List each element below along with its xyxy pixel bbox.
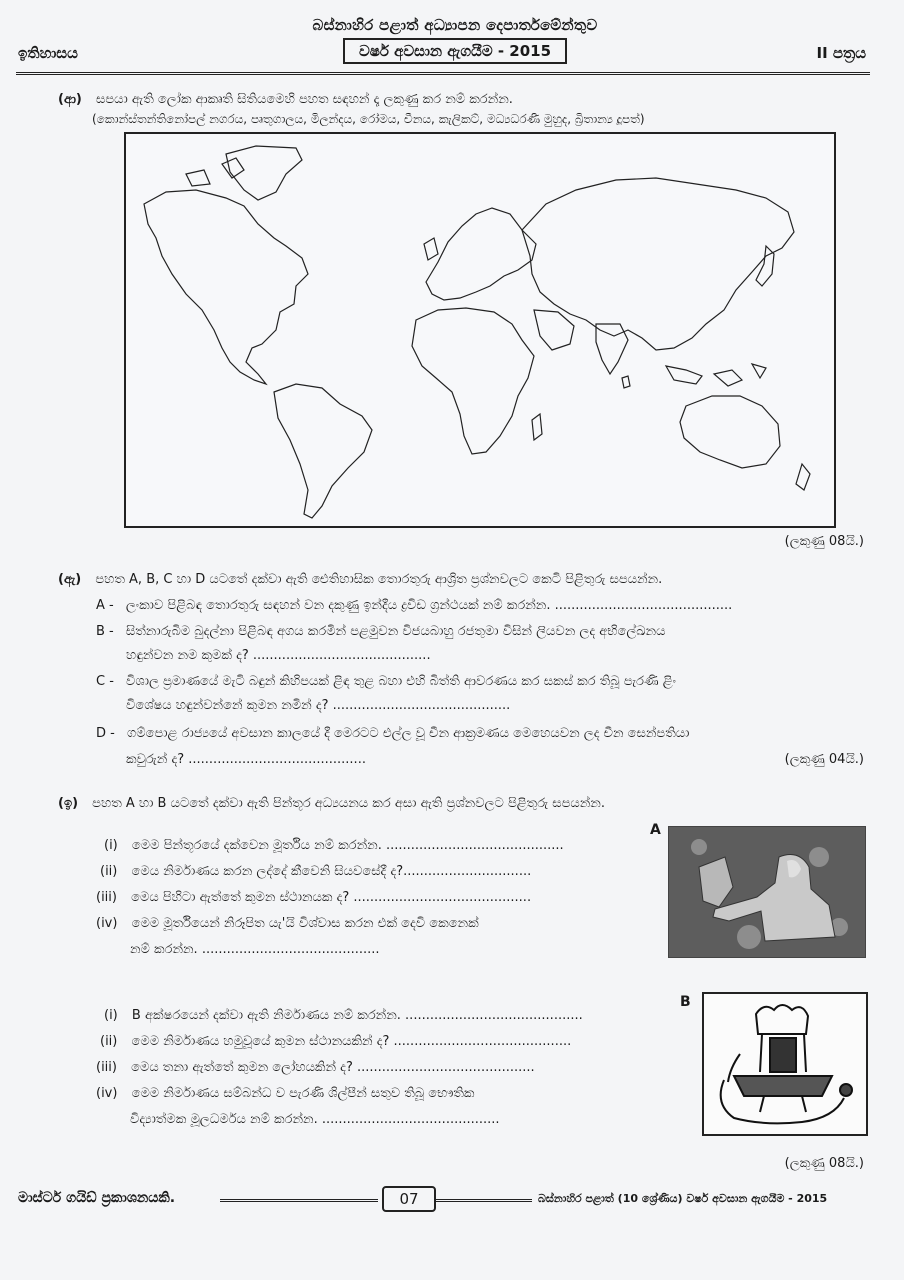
question-ae-a-label: A -: [96, 598, 114, 613]
question-i-b4-num: (iv): [96, 1086, 118, 1101]
question-ae-d-text1: ගම්පොළ රාජ්‍යයේ අවසාන කාලයේ දී මෙරටට එල්ල වූ චීන ආක්‍රමණය මෙහෙයවන ලද චීන සෙන්පතියා: [126, 726, 690, 741]
page-number: 07: [382, 1186, 436, 1212]
footer-exam-label: බස්නාහිර පළාත් (10 ශ්‍රේණිය) වර්ෂ අවසාන ඇගයීම - 2015: [538, 1192, 828, 1205]
sculpture-image-a: [668, 826, 866, 958]
question-i-a3: [96, 890, 531, 905]
lamp-image-b: [702, 992, 868, 1136]
rock-sculpture-illustration: [669, 827, 865, 957]
question-i-b3-text: මෙය තනා ඇත්තේ කුමන ලෝහයකින් ද? ...........................................: [131, 1060, 535, 1075]
question-ae-d: [96, 726, 689, 741]
question-ae-b-text2: හඳුන්වන නම කුමක් ද? ...........................................: [126, 648, 431, 663]
question-ae-instruction: පහත A, B, C හා D යටතේ දක්වා ඇති ඓතිහාසික තොරතුරු ආශ්‍රිත ප්‍රශ්නවලට කෙටි පිළිතුරු සපයන්න.: [95, 572, 663, 587]
image-a-label: A: [650, 822, 661, 838]
paper-label: II පත්‍රය: [816, 44, 866, 62]
question-aa-marks: (ලකුණු 08යි.): [784, 534, 864, 549]
world-map-outline: [126, 134, 834, 526]
question-ae-d-label: D -: [96, 726, 115, 741]
question-i-b1-num: (i): [104, 1008, 118, 1023]
question-aa: [58, 92, 513, 107]
question-aa-label: (ආ): [58, 92, 82, 107]
question-aa-instruction: සපයා ඇති ලෝක ආකෘති සිතියමෙහි පහත සඳහන් දෑ ලකුණු කර නම් කරන්න.: [96, 92, 513, 107]
question-i-a3-text: මෙය පිහිටා ඇත්තේ කුමන ස්ථානයක ද? ...........................................: [131, 890, 532, 905]
question-ae-label: (ඇ): [58, 572, 82, 587]
question-i-a2: [100, 864, 531, 879]
footer-rule-right: [436, 1199, 532, 1202]
question-i-marks: (ලකුණු 08යි.): [784, 1156, 864, 1171]
question-ae-marks: (ලකුණු 04යි.): [784, 752, 864, 767]
question-i-b1: [104, 1008, 583, 1023]
hanging-lamp-illustration: [704, 994, 862, 1130]
question-ae-b-label: B -: [96, 624, 114, 639]
question-i-a1-text: මෙම පින්තූරයේ දක්වෙන මූර්තිය නම් කරන්න. ...........................................: [131, 838, 564, 853]
question-ae: [58, 572, 662, 587]
question-ae-a: [96, 598, 732, 613]
question-ae-b: [96, 624, 665, 639]
question-i-a3-num: (iii): [96, 890, 117, 905]
image-b-label: B: [680, 994, 691, 1010]
question-i-label: (ඉ): [58, 796, 79, 811]
question-i-a1: [104, 838, 564, 853]
footer-rule-left: [220, 1199, 378, 1202]
question-ae-c: [96, 674, 676, 689]
question-i-a1-num: (i): [104, 838, 118, 853]
question-ae-c-text1: විශාල ප්‍රමාණයේ මැටි බඳුන් කිහිපයක් ළිඳ තුළ බහා එහි බිත්ති ආවරණය කර සකස් කර තිබූ පැරණි ළිං: [126, 674, 676, 689]
question-i-b2-num: (ii): [100, 1034, 118, 1049]
question-i-a4: [96, 916, 479, 931]
world-map: [124, 132, 836, 528]
question-i-a4-text2: නම් කරන්න. ...........................................: [130, 942, 380, 957]
question-i-b1-text: B අක්ෂරයෙන් දක්වා ඇති නිර්මාණය නම් කරන්න. ...........................................: [131, 1008, 583, 1023]
question-ae-c-text2: විශේෂය හඳුන්වන්නේ කුමන නමින් ද? ...........................................: [126, 698, 511, 713]
question-aa-items: (කොන්ස්තන්තිනෝපල් නගරය, පෘතුගාලය, මිලන්දය, රෝමය, චීනය, කැලිකට්, මධ්‍යධරණී මුහුද, බ්‍රිතාන්‍ය දූපත්): [92, 112, 645, 126]
question-i-b4-text2: විද්‍යාත්මක මූලධර්මය නම් කරන්න. ...........................................: [130, 1112, 500, 1127]
question-ae-b-text1: සිත්නාරුබිම බුදල්නා පිළිබඳ අගය කරමින් පළමුවන විජයබාහු රජතුමා විසින් ලියවන ලද අභිලේඛනය: [125, 624, 666, 639]
question-ae-c-label: C -: [96, 674, 114, 689]
question-i-a4-text1: මෙම මූර්තියෙන් නිරූපිත යැ'යි විශ්වාස කරන එක් දෙවි කෙනෙක්: [131, 916, 479, 931]
question-i-instruction: පහත A හා B යටතේ දක්වා ඇති පින්තූර අධ්‍යයනය කර අසා ඇති ප්‍රශ්නවලට පිළිතුරු සපයන්න.: [92, 796, 605, 811]
question-i-b3-num: (iii): [96, 1060, 117, 1075]
header-rule: [16, 72, 870, 75]
department-title: බස්නාහිර පළාත් අධ්‍යාපන දෙපාර්තමේන්තුව: [312, 16, 598, 34]
question-i-b3: [96, 1060, 535, 1075]
question-ae-a-text: ලංකාව පිළිබඳ තොරතුරු සඳහන් වන දකුණු ඉන්දීය ද්‍රවිඩ ග්‍රන්ථයක් නම් කරන්න. ...........................................: [125, 598, 733, 613]
question-i-b4: [96, 1086, 474, 1101]
question-i-a2-num: (ii): [100, 864, 118, 879]
header-center: [250, 16, 660, 64]
question-i-b2-text: මෙම නිර්මාණය හමුවූයේ කුමන ස්ථානයකින් ද? ...........................................: [131, 1034, 572, 1049]
question-ae-d-text2: කවුරුන් ද? ...........................................: [126, 752, 366, 767]
subject-label: ඉතිහාසය: [18, 44, 78, 62]
question-i-a4-num: (iv): [96, 916, 118, 931]
question-i-b4-text1: මෙම නිර්මාණය සම්බන්ධ ව පැරණි ශිල්පීන් සතුව තිබූ භෞතික: [131, 1086, 475, 1101]
question-i-a2-text: මෙය නිර්මාණය කරන ලද්දේ කීවෙනි සියවසේදී ද?...............................: [131, 864, 532, 879]
question-i-b2: [100, 1034, 571, 1049]
question-i: [58, 796, 605, 811]
publisher-label: මාස්ටර් ගයිඩ් ප්‍රකාශනයකි.: [18, 1190, 176, 1206]
exam-title-box: වර්ෂ අවසාන ඇගයීම - 2015: [343, 38, 567, 64]
